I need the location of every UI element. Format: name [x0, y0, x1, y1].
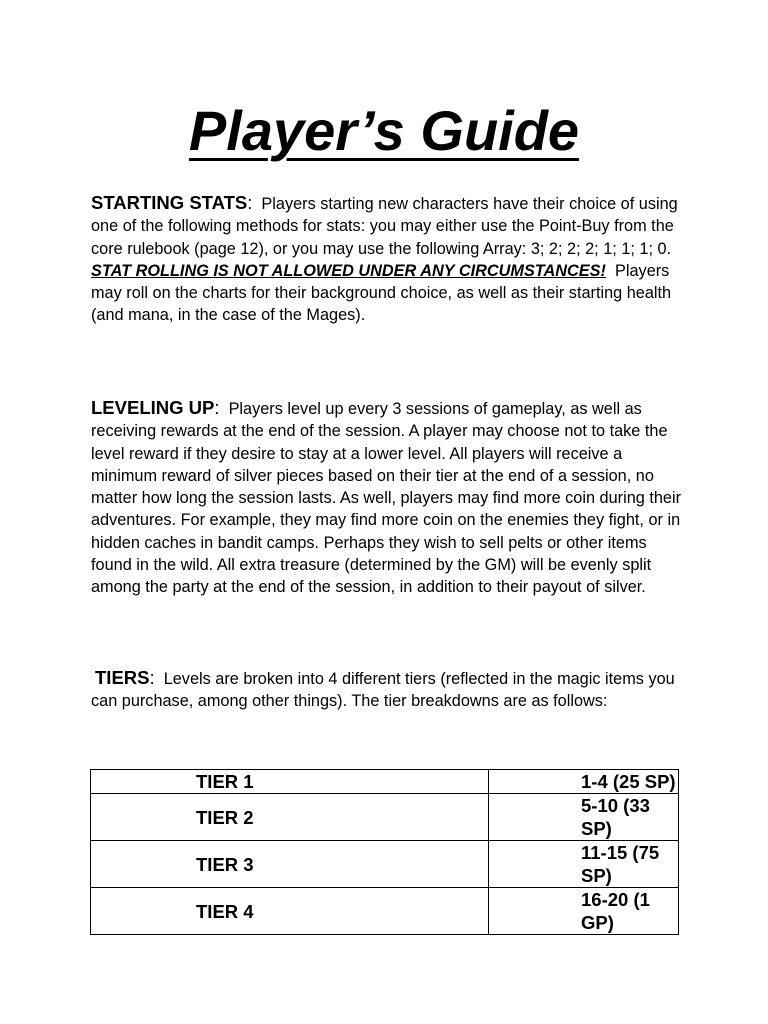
tier-table [90, 769, 679, 935]
starting-stats-text-2: Players may roll on the charts for their background choice, as well as their starting health (and mana, in the case of the Mages). [91, 261, 672, 325]
leveling-up-text: Players level up every 3 sessions of gameplay, as well as receiving rewards at the end of the session. A player may choose not to take the level reward if they desire to stay at a lower level. All players will receive a minimum reward of silver pieces based on their tier at the end of a session, no matter how long the session lasts. As well, players may find more coin during their adventures. For example, they may find more coin on the enemies they fight, or in hidden caches in bandit camps. Perhaps they wish to sell pelts or other items found in the wild. All extra treasure (determined by the GM) will be evenly split among the party at the end of the session, in addition to their payout of silver. [91, 400, 682, 597]
tier-name-cell: TIER 2 [91, 794, 489, 841]
table-row [91, 888, 679, 935]
leveling-up-heading: LEVELING UP [91, 397, 215, 418]
table-row [91, 794, 679, 841]
tier-name-cell: TIER 4 [91, 888, 489, 935]
starting-stats-section [91, 192, 683, 327]
tier-range-cell: 11-15 (75 SP) [489, 841, 679, 888]
leveling-up-colon: : [214, 397, 220, 418]
tiers-colon: : [149, 667, 155, 688]
tiers-section [91, 667, 683, 713]
table-row [91, 841, 679, 888]
page-title-text: Player’s Guide [188, 99, 580, 162]
tier-range-cell: 16-20 (1 GP) [489, 888, 679, 935]
starting-stats-text-1: Players starting new characters have their choice of using one of the following methods for stats: you may either use the Point-Buy from the core rulebook (page 12), or you may use the following Array: 3; 2; 2; 2; 1; 1; 1; 0. [91, 195, 678, 258]
starting-stats-heading: STARTING STATS [91, 192, 248, 213]
leveling-up-section [91, 397, 683, 599]
stat-rolling-warning: STAT ROLLING IS NOT ALLOWED UNDER ANY CIRCUMSTANCES! [91, 261, 606, 280]
tiers-text: Levels are broken into 4 different tiers (reflected in the magic items you can purchase, among other things). The tier breakdowns are as follows: [91, 670, 675, 711]
page-title [0, 96, 768, 166]
tier-range-cell: 5-10 (33 SP) [489, 794, 679, 841]
table-row [91, 770, 679, 794]
tier-range-cell: 1-4 (25 SP) [489, 770, 679, 794]
tier-name-cell: TIER 3 [91, 841, 489, 888]
tiers-heading: TIERS [95, 667, 150, 688]
tier-name-cell: TIER 1 [91, 770, 489, 794]
starting-stats-colon: : [247, 192, 253, 213]
